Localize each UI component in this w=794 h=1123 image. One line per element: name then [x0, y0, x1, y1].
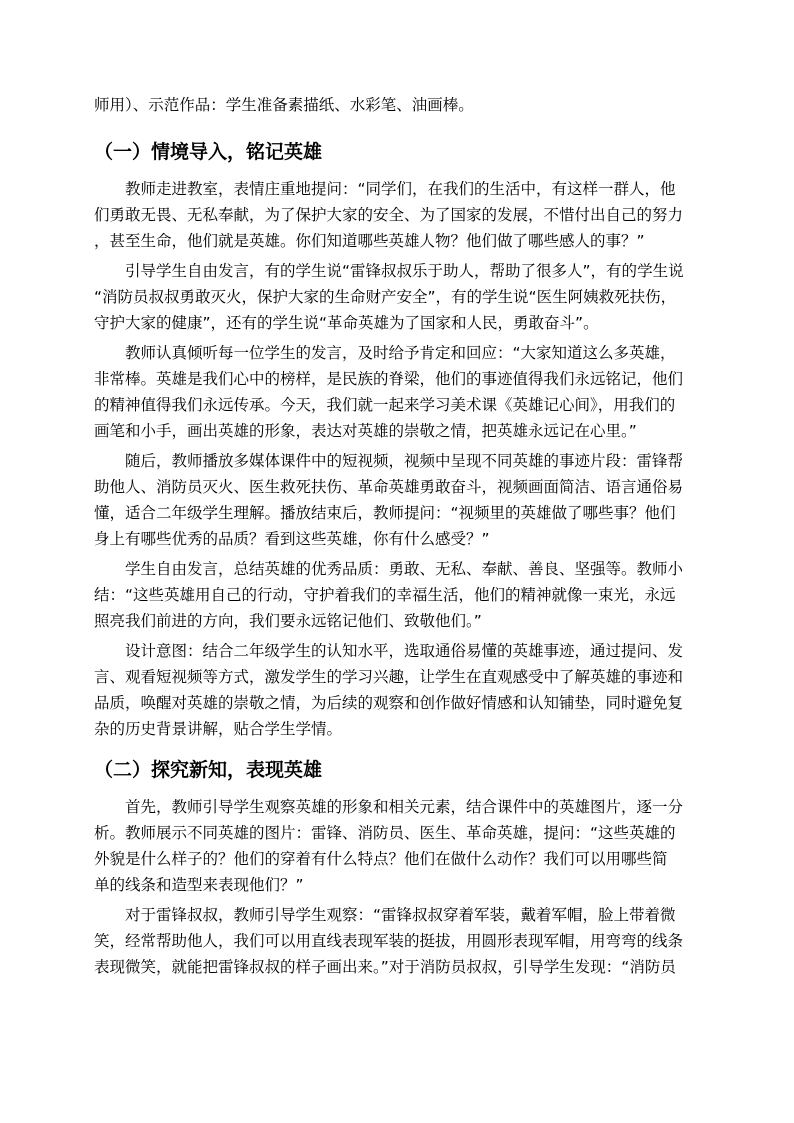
- paragraph-line: 身上有哪些优秀的品质？看到这些英雄，你有什么感受？”: [94, 530, 490, 548]
- paragraph-line: 引导学生自由发言，有的学生说“雷锋叔叔乐于助人，帮助了很多人”，有的学生说: [125, 262, 684, 280]
- paragraph-line: 随后，教师播放多媒体课件中的短视频，视频中呈现不同英雄的事迹片段：雷锋帮: [125, 452, 684, 470]
- paragraph-line: 外貌是什么样子的？他们的穿着有什么特点？他们在做什么动作？我们可以用哪些简: [94, 850, 668, 868]
- continued-text-line: 师用）、示范作品：学生准备素描纸、水彩笔、油画棒。: [94, 96, 474, 114]
- document-page: [94, 92, 702, 984]
- paragraph-line: 画笔和小手，画出英雄的形象，表达对英雄的崇敬之情，把英雄永远记在心里。”: [94, 422, 637, 440]
- section-body-2: [94, 794, 702, 980]
- paragraph: [94, 258, 702, 336]
- section-body-1: [94, 176, 702, 742]
- paragraph-line: 守护大家的健康”，还有的学生说“革命英雄为了国家和人民，勇敢奋斗”。: [94, 314, 599, 332]
- paragraph: [94, 794, 702, 898]
- paragraph: [94, 340, 702, 444]
- paragraph-line: 们勇敢无畏、无私奉献，为了保护大家的安全、为了国家的发展，不惜付出自己的努力: [94, 206, 684, 224]
- paragraph-line: 对于雷锋叔叔，教师引导学生观察：“雷锋叔叔穿着军装，戴着军帽，脸上带着微: [125, 906, 676, 924]
- paragraph-line: 懂，适合二年级学生理解。播放结束后，教师提问：“视频里的英雄做了哪些事？他们: [94, 504, 676, 522]
- paragraph: [94, 448, 702, 552]
- paragraph-line: 品质，唤醒对英雄的崇敬之情，为后续的观察和创作做好情感和认知铺垫，同时避免复: [94, 694, 684, 712]
- paragraph-line: 笑，经常帮助他人，我们可以用直线表现军装的挺拔，用圆形表现军帽，用弯弯的线条: [94, 932, 684, 950]
- paragraph-line: 教师认真倾听每一位学生的发言，及时给予肯定和回应：“大家知道这么多英雄，: [125, 344, 676, 362]
- paragraph-line: 助他人、消防员灭火、医生救死扶伤、革命英雄勇敢奋斗，视频画面简洁、语言通俗易: [94, 478, 684, 496]
- paragraph-line: 设计意图：结合二年级学生的认知水平，选取通俗易懂的英雄事迹，通过提问、发: [125, 642, 684, 660]
- paragraph-line: 的精神值得我们永远传承。今天，我们就一起来学习美术课《英雄记心间》，用我们的: [94, 396, 676, 414]
- paragraph-line: 言、观看短视频等方式，激发学生的学习兴趣，让学生在直观感受中了解英雄的事迹和: [94, 668, 684, 686]
- paragraph-line: 结：“这些英雄用自己的行动，守护着我们的幸福生活，他们的精神就像一束光，永远: [94, 586, 676, 604]
- paragraph-line: 首先，教师引导学生观察英雄的形象和相关元素，结合课件中的英雄图片，逐一分: [125, 798, 684, 816]
- paragraph-line: 表现微笑，就能把雷锋叔叔的样子画出来。”对于消防员叔叔，引导学生发现：“消防员: [94, 958, 676, 976]
- paragraph-line: 析。教师展示不同英雄的图片：雷锋、消防员、医生、革命英雄，提问：“这些英雄的: [94, 824, 676, 842]
- paragraph-line: 教师走进教室，表情庄重地提问：“同学们，在我们的生活中，有这样一群人，他: [125, 180, 676, 198]
- paragraph-line: 照亮我们前进的方向，我们要永远铭记他们、致敬他们。”: [94, 612, 482, 630]
- paragraph-line: ，甚至生命，他们就是英雄。你们知道哪些英雄人物？他们做了哪些感人的事？”: [94, 232, 645, 250]
- paragraph-line: 杂的历史背景讲解，贴合学生学情。: [94, 720, 343, 738]
- section-heading-2: （二）探究新知，表现英雄: [94, 759, 323, 781]
- paragraph: [94, 902, 702, 980]
- paragraph: [94, 556, 702, 634]
- paragraph-line: 非常棒。英雄是我们心中的榜样，是民族的脊梁，他们的事迹值得我们永远铭记，他们: [94, 370, 684, 388]
- paragraph: [94, 638, 702, 742]
- section-heading-1: （一）情境导入，铭记英雄: [94, 141, 323, 163]
- paragraph-line: 学生自由发言，总结英雄的优秀品质：勇敢、无私、奉献、善良、坚强等。教师小: [125, 560, 684, 578]
- paragraph-line: 单的线条和造型来表现他们？”: [94, 876, 304, 894]
- paragraph: [94, 176, 702, 254]
- paragraph-line: “消防员叔叔勇敢灭火，保护大家的生命财产安全”，有的学生说“医生阿姨救死扶伤，: [94, 288, 677, 306]
